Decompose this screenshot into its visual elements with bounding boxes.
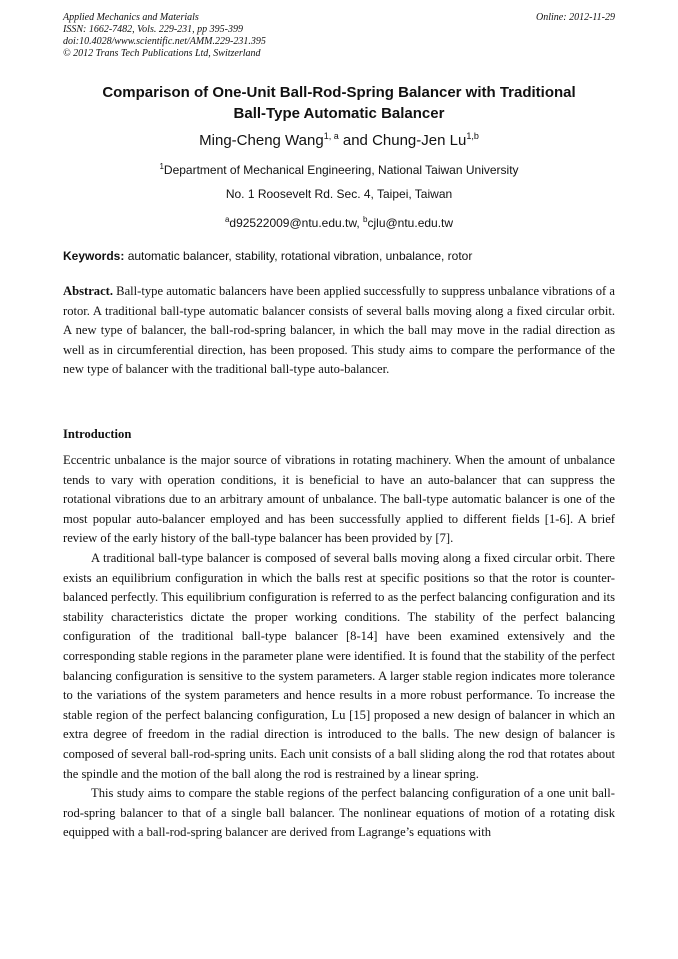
email-a-superscript: a (224, 215, 230, 224)
introduction-heading: Introduction (63, 427, 132, 441)
introduction-body (63, 451, 615, 843)
keywords (63, 248, 615, 264)
email-b-superscript: b (363, 215, 368, 224)
online-date: Online: 2012-11-29 (536, 12, 615, 23)
issn-line: ISSN: 1662-7482, Vols. 229-231, pp 395-399 (63, 24, 243, 35)
abstract (63, 282, 615, 380)
author-emails (0, 212, 678, 231)
author-1-superscript: 1, a (323, 131, 339, 141)
affiliation-address: No. 1 Roosevelt Rd. Sec. 4, Taipei, Taiwan (225, 187, 453, 201)
department-text: Department of Mechanical Engineering, National Taiwan University (163, 163, 519, 177)
intro-paragraph-1: Eccentric unbalance is the major source of vibrations in rotating machinery. When the amount of unbalance tends to vary with operation conditions, it is beneficial to have an auto-balancer that can suppress the rotational vibrations due to an arbitrary amount of unbalance. The ball-type automatic balancer is one of the most popular auto-balancer employed and has been successfully applied to different fields [1-6]. A brief review of the early history of the ball-type balancer has been provided by [7]. (63, 453, 615, 546)
journal-header (63, 12, 615, 60)
title-line-2: Ball-Type Automatic Balancer (233, 105, 445, 122)
doi-line: doi:10.4028/www.scientific.net/AMM.229-231.395 (63, 36, 266, 47)
affiliation-superscript: 1 (159, 162, 164, 171)
email-a: d92522009@ntu.edu.tw, (229, 216, 364, 230)
author-1: Ming-Cheng Wang (199, 132, 324, 149)
email-b: cjlu@ntu.edu.tw (367, 216, 454, 230)
affiliation-department (0, 159, 678, 178)
author-list (0, 126, 678, 151)
keywords-text: automatic balancer, stability, rotational vibration, unbalance, rotor (124, 249, 473, 263)
author-2-superscript: 1,b (466, 131, 479, 141)
journal-name: Applied Mechanics and Materials (63, 12, 199, 23)
paper-title (70, 82, 608, 124)
intro-paragraph-3: This study aims to compare the stable regions of the perfect balancing configuration of a one unit ball-rod-spring balancer to that of a single ball balancer. The nonlinear equations of motion of a rotating disk equipped with a ball-rod-spring balancer are derived from Lagrange’s equations with (63, 786, 615, 840)
abstract-text: Ball-type automatic balancers have been applied successfully to suppress unbalance vibrations of a rotor. A traditional ball-type automatic balancer consists of several balls moving along a fixed circular orbit. A new type of balancer, the ball-rod-spring balancer, in which the ball may move in the radial direction as well as in circumferential direction, has been proposed. This study aims to compare the performance of the new type of balancer with the traditional ball-type auto-balancer. (63, 284, 615, 377)
title-line-1: Comparison of One-Unit Ball-Rod-Spring Balancer with Traditional (102, 84, 576, 101)
intro-paragraph-2: A traditional ball-type balancer is composed of several balls moving along a fixed circular orbit. There exists an equilibrium configuration in which the balls rest at specific positions so that the rotor is counter-balanced perfectly. This equilibrium configuration is referred to as the perfect balancing configuration and its stability characteristics dictate the proper working conditions. The stability of the perfect balancing configuration of the traditional ball-type balancer [8-14] have been examined extensively and the corresponding stable regions in the parameter plane were identified. It is found that the stability of the perfect balancing configuration is sensitive to the system parameters. A larger stable region indicates more tolerance to the variations of the system parameters and hence results in a more robust performance. To increase the stable region of the perfect balancing configuration, Lu [15] proposed a new design of balancer in which an extra degree of freedom in the radial direction is introduced to the balls. The new design of balancer is composed of several ball-rod-spring units. Each unit consists of a ball sliding along the rod that rotates about the spindle and the motion of the ball along the rod is restrained by a linear spring. (63, 550, 615, 781)
abstract-label: Abstract. (63, 284, 114, 298)
author-2: and Chung-Jen Lu (338, 132, 467, 149)
keywords-label: Keywords: (63, 249, 125, 263)
copyright-line: © 2012 Trans Tech Publications Ltd, Switzerland (63, 48, 261, 59)
